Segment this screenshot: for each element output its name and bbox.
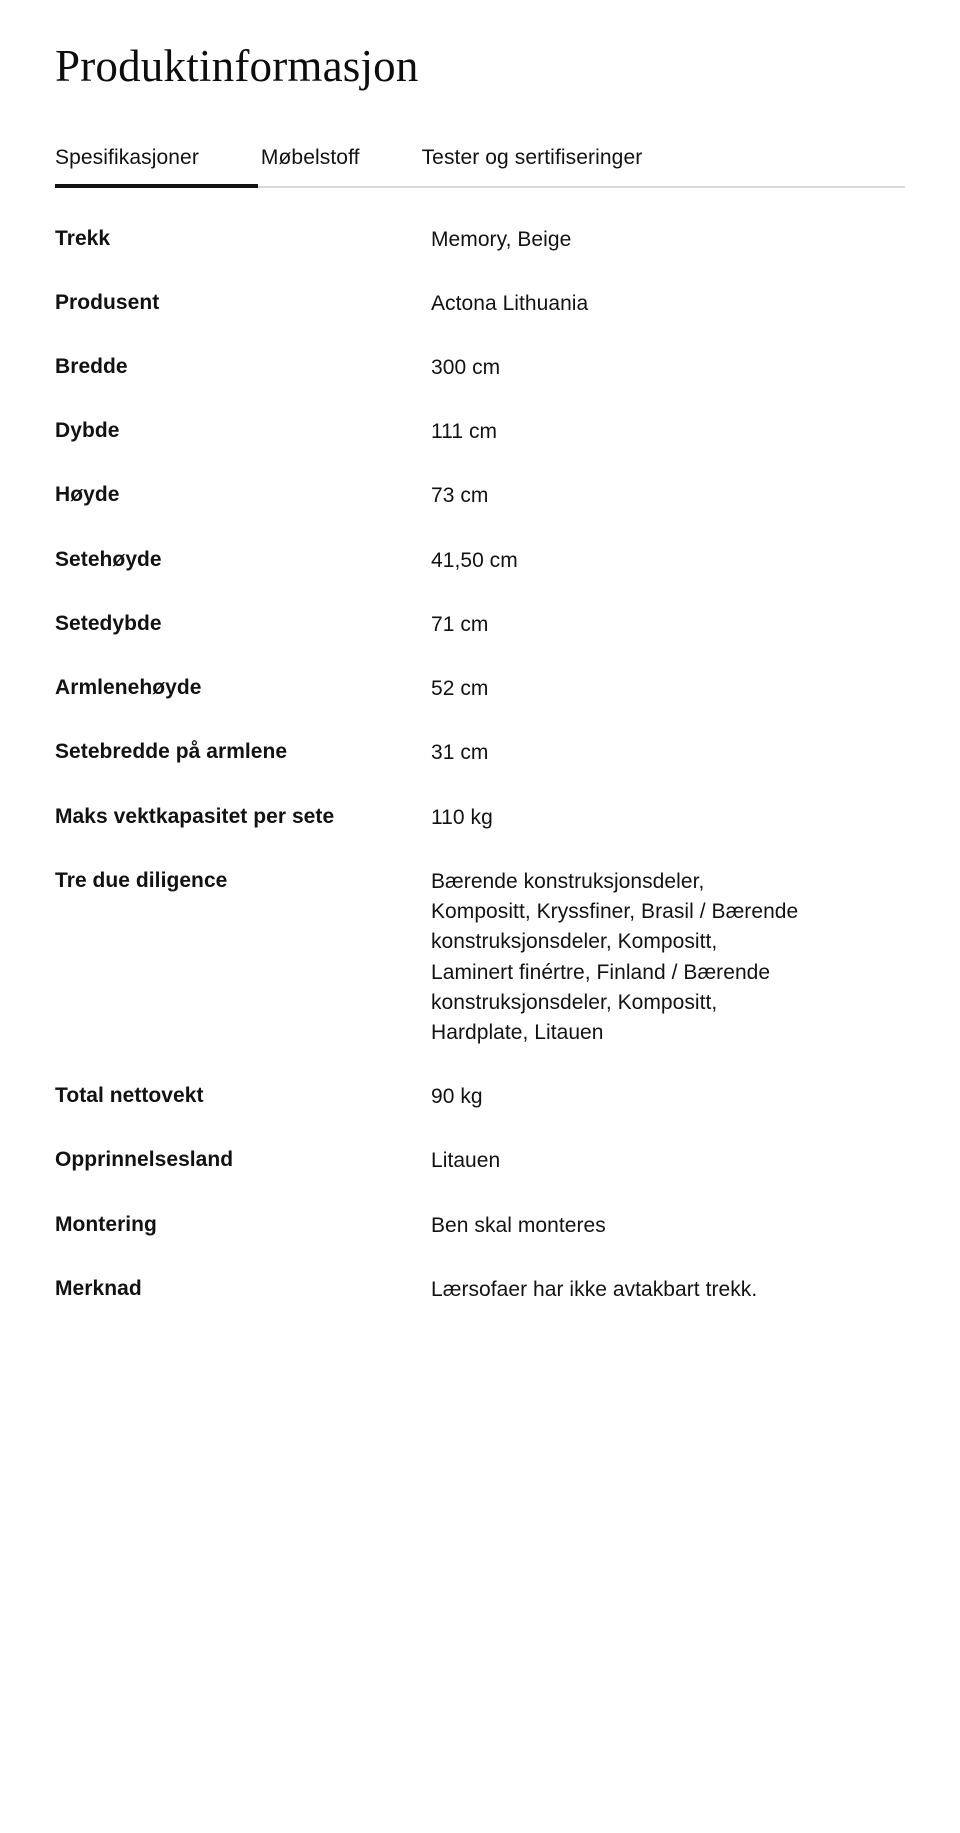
spec-row — [55, 674, 905, 704]
spec-value: Lærsofaer har ikke avtakbart trekk. — [431, 1277, 758, 1301]
spec-label: Armlenehøyde — [55, 676, 202, 700]
spec-label: Bredde — [55, 354, 128, 378]
spec-value: 111 cm — [431, 420, 498, 444]
spec-row — [55, 353, 905, 383]
spec-value: 31 cm — [431, 741, 489, 765]
spec-label: Setedybde — [55, 611, 162, 635]
spec-label: Produsent — [55, 290, 160, 314]
page-title: Produktinformasjon — [55, 41, 419, 91]
spec-label: Setebredde på armlene — [55, 740, 288, 764]
spec-value: Actona Lithuania — [431, 291, 589, 315]
spec-row — [55, 1082, 905, 1112]
spec-label: Total nettovekt — [55, 1084, 204, 1108]
spec-row — [55, 1275, 905, 1305]
spec-label: Setehøyde — [55, 547, 162, 571]
spec-value: 90 kg — [431, 1085, 483, 1109]
spec-row — [55, 867, 905, 1048]
spec-value: 110 kg — [431, 805, 493, 829]
spec-label: Montering — [55, 1212, 157, 1236]
spec-row — [55, 610, 905, 640]
spec-row — [55, 289, 905, 319]
spec-row — [55, 225, 905, 255]
spec-value: 73 cm — [431, 484, 489, 508]
spec-row — [55, 803, 905, 833]
spec-label: Tre due diligence — [55, 868, 228, 892]
specification-list — [55, 225, 905, 1306]
spec-label: Merknad — [55, 1276, 142, 1300]
spec-value: 300 cm — [431, 355, 501, 379]
spec-label: Maks vektkapasitet per sete — [55, 804, 335, 828]
tab-mobelstoff[interactable]: Møbelstoff — [261, 147, 360, 188]
spec-row — [55, 417, 905, 447]
spec-label: Opprinnelsesland — [55, 1148, 234, 1172]
spec-row — [55, 1211, 905, 1241]
spec-label: Trekk — [55, 226, 111, 250]
spec-value: Litauen — [431, 1149, 501, 1173]
spec-value: 41,50 cm — [431, 548, 518, 572]
tab-active-indicator — [55, 184, 258, 188]
spec-value: Memory, Beige — [431, 227, 572, 251]
spec-label: Høyde — [55, 483, 120, 507]
spec-row — [55, 1146, 905, 1176]
spec-row — [55, 738, 905, 768]
tab-spesifikasjoner[interactable]: Spesifikasjoner — [55, 147, 199, 188]
spec-value: Bærende konstruksjonsdeler, Kompositt, Kryssfiner, Brasil / Bærende konstruksjonsdeler, Kompositt, Laminert finértre, Finland / Bærende konstruksjonsdeler, Kompositt, Hardplate, Litauen — [431, 869, 805, 1045]
spec-value: 52 cm — [431, 677, 489, 701]
spec-value: 71 cm — [431, 612, 489, 636]
tab-bar — [55, 132, 905, 188]
spec-value: Ben skal monteres — [431, 1213, 606, 1237]
spec-row — [55, 546, 905, 576]
tab-tester-og-sertifiseringer[interactable]: Tester og sertifiseringer — [422, 147, 643, 188]
spec-label: Dybde — [55, 419, 120, 443]
spec-row — [55, 481, 905, 511]
